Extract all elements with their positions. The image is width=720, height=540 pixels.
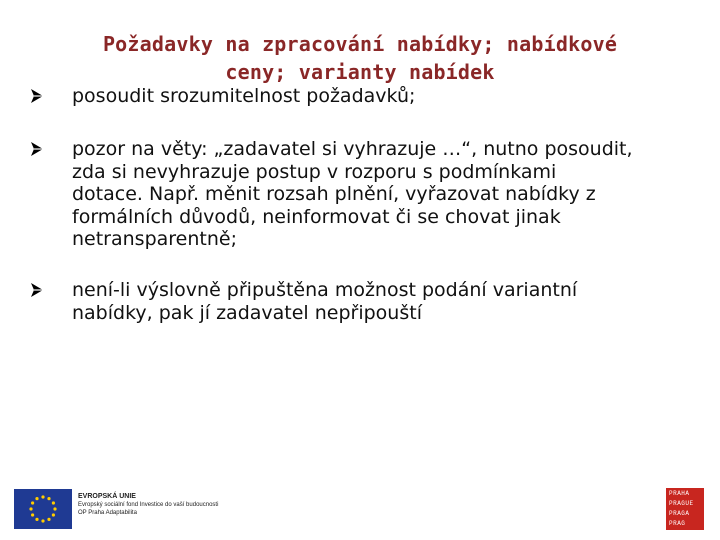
bullet-1-line-1: posoudit srozumitelnost požadavků; (72, 85, 416, 107)
bullet-2-line-3: dotace. Např. měnit rozsah plnění, vyřazovat nabídky z (72, 183, 596, 205)
slide-title-line-2: ceny; varianty nabídek (225, 60, 495, 84)
praha-line-4: PRAG (669, 520, 686, 527)
bullet-3-line-1: není-li výslovně připuštěna možnost podání variantní (72, 279, 578, 301)
bullet-2-line-2: zda si nevyhrazuje postup v rozporu s podmínkami (72, 160, 557, 183)
praha-line-1: PRAHA (669, 490, 690, 497)
bullet-item-3 (28, 279, 698, 324)
eu-flag-icon (14, 489, 72, 529)
bullet-item-1 (28, 85, 698, 108)
slide-title-line-1: Požadavky na zpracování nabídky; nabídkové (102, 32, 618, 56)
arrow-bullet-icon (28, 85, 48, 107)
eu-line-2: OP Praha Adaptabilita (78, 510, 137, 516)
eu-logo-text (78, 492, 218, 517)
footer-logos (0, 478, 720, 540)
praha-logo (666, 488, 704, 530)
eu-heading: EVROPSKÁ UNIE (78, 493, 136, 500)
bullet-2-line-1: pozor na věty: „zadavatel si vyhrazuje …“, nutno posoudit, (72, 138, 633, 160)
arrow-bullet-icon (28, 279, 48, 301)
bullet-2-line-5: netransparentně; (72, 228, 237, 250)
eu-line-1: Evropský sociální fond Investice do vaší budoucnosti (78, 502, 219, 508)
bullet-item-2 (28, 138, 698, 251)
arrow-bullet-icon (28, 138, 48, 160)
bullet-2-line-4: formálních důvodů, neinformovat či se chovat jinak (72, 205, 561, 228)
bullet-3-line-2: nabídky, pak jí zadavatel nepřipouští (72, 301, 422, 324)
praha-line-2: PRAGUE (669, 500, 694, 507)
praha-line-3: PRAGA (669, 510, 690, 517)
slide-title (40, 30, 680, 86)
